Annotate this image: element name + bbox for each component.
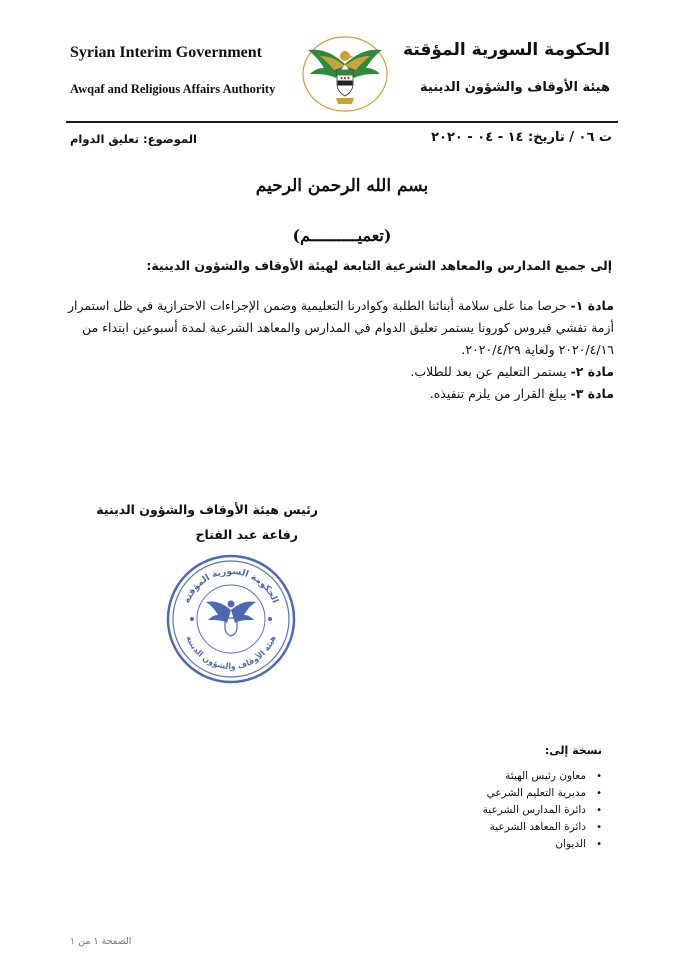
- list-item: • الديوان: [483, 836, 604, 853]
- page-number: الصفحة ١ من ١: [70, 936, 132, 947]
- list-item: • دائرة المدارس الشرعية: [483, 802, 604, 819]
- article-2: [58, 361, 614, 383]
- document-body: [58, 295, 614, 405]
- header-divider: [66, 121, 618, 123]
- article-1-label: مادة ١-: [570, 298, 614, 313]
- official-seal-icon: [164, 552, 298, 686]
- reference-number-date: ت ٠٦ / تاريخ: ١٤ - ٠٤ - ٢٠٢٠: [431, 130, 612, 145]
- eagle-emblem-icon: [300, 34, 390, 112]
- copies-label: نسخة إلى:: [544, 744, 602, 757]
- list-item: • دائرة المعاهد الشرعية: [483, 819, 604, 836]
- article-1: [58, 295, 614, 361]
- copies-list: [483, 768, 604, 853]
- header-english-subtitle: Awqaf and Religious Affairs Authority: [70, 82, 276, 96]
- signatory-title: رئيس هيئة الأوقاف والشؤون الدينية: [96, 502, 318, 517]
- article-2-label: مادة ٢-: [570, 364, 614, 379]
- signatory-name: رفاعة عبد الفتاح: [195, 527, 298, 542]
- addressee-line: إلى جميع المدارس والمعاهد الشرعية التابعة لهيئة الأوقاف والشؤون الدينية:: [146, 258, 612, 273]
- seal-text-top: الحكومة السورية المؤقتة: [182, 566, 280, 605]
- article-3: [58, 383, 614, 405]
- article-3-text: يبلغ القرار من يلزم تنفيذه.: [429, 386, 571, 401]
- header-arabic-subtitle: هيئة الأوقاف والشؤون الدينية: [420, 80, 610, 95]
- basmala: بسم الله الرحمن الرحيم: [255, 176, 429, 196]
- header-arabic-title: الحكومة السورية المؤقتة: [403, 40, 610, 60]
- list-item: • معاون رئيس الهيئة: [483, 768, 604, 785]
- article-1-text: حرصا منا على سلامة أبنائنا الطلبة وكوادرنا التعليمية وضمن الإجراءات الاحترازية في ظل استمرار أزمة تفشي فيروس كورونا يستمر تعليق الدوام في المدارس والمعاهد الشرعية لمدة أسبوعين ابتداء من ٢٠٢٠/٤/١٦ ولغاية ٢٠٢٠/٤/٢٩.: [67, 298, 614, 357]
- seal-text-bottom: هيئة الأوقاف والشؤون الدينية: [184, 634, 278, 672]
- article-2-text: يستمر التعليم عن بعد للطلاب.: [410, 364, 571, 379]
- circular-title: (تعميــــــــــم): [292, 226, 392, 245]
- subject-line: الموضوع: تعليق الدوام: [70, 132, 197, 146]
- header-english-title: Syrian Interim Government: [70, 44, 262, 61]
- article-3-label: مادة ٣-: [570, 386, 614, 401]
- list-item: • مديرية التعليم الشرعي: [483, 785, 604, 802]
